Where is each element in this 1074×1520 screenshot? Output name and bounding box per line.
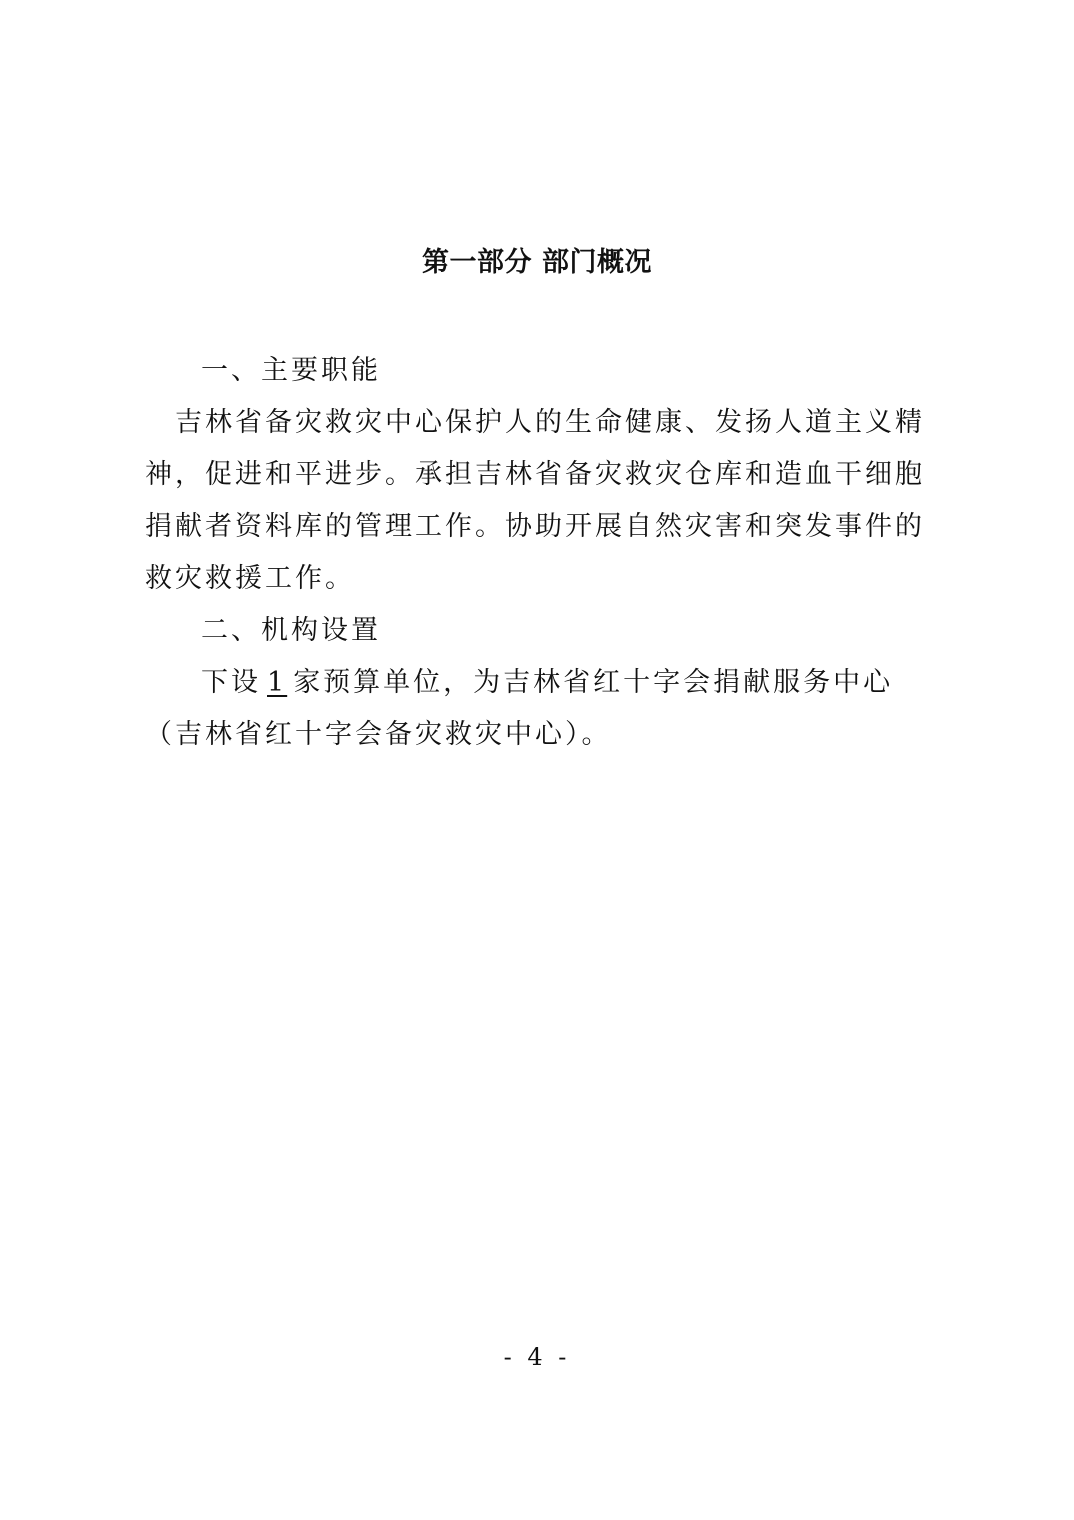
unit-count: 1 (267, 667, 288, 698)
section-heading-organization: 二、机构设置 (201, 615, 381, 646)
paragraph-main-functions: 吉林省备灾救灾中心保护人的生命健康、发扬人道主义精神，促进和平进步。承担吉林省备灾救灾仓库和造血干细胞捐献者资料库的管理工作。协助开展自然灾害和突发事件的救灾救援工作。 (145, 407, 925, 594)
paragraph-suffix: 家预算单位，为吉林省红十字会捐献服务中心（吉林省红十字会备灾救灾中心）。 (145, 667, 894, 750)
paragraph-prefix: 下设 (201, 667, 261, 698)
paragraph-organization (145, 657, 935, 761)
page-number: - 4 - (503, 1343, 571, 1371)
section-heading-main-functions: 一、主要职能 (201, 355, 381, 386)
page-title: 第一部分 部门概况 (422, 247, 652, 278)
document-body (145, 345, 935, 761)
